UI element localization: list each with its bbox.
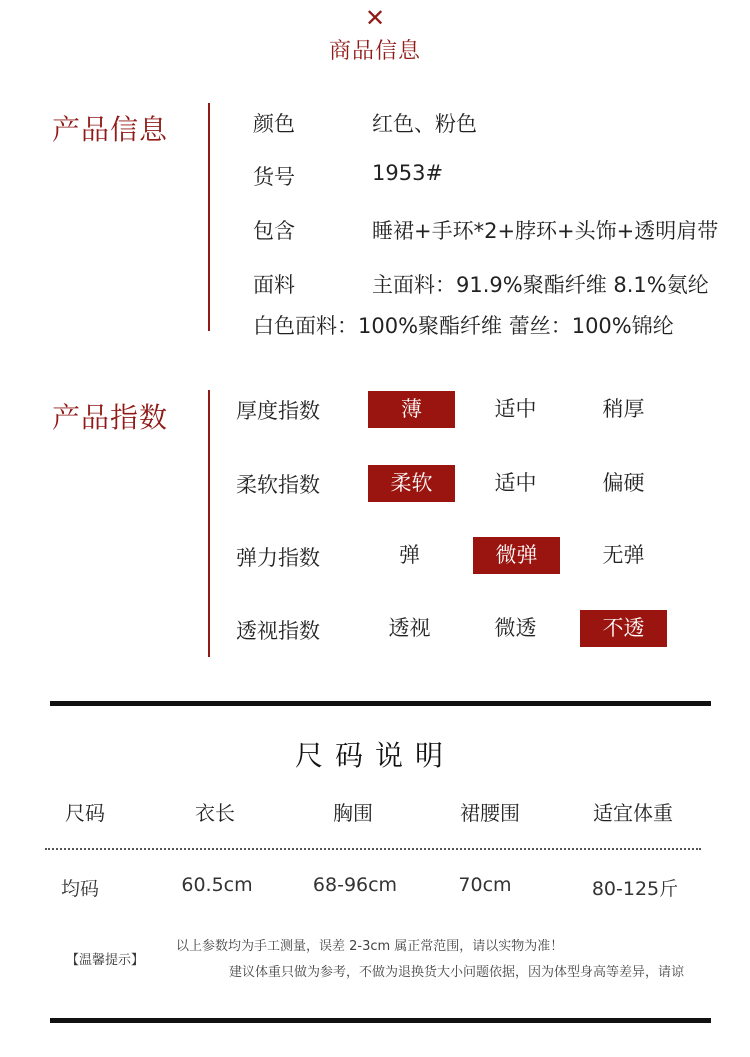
index-option-selected: 柔软	[368, 465, 455, 502]
index-option: 适中	[494, 397, 537, 421]
size-cell-size: 均码	[60, 878, 99, 900]
page-title: 商品信息	[328, 39, 421, 64]
divider-bar	[50, 701, 711, 706]
info-label-sku: 货号	[253, 165, 295, 189]
index-option-selected: 薄	[368, 391, 455, 428]
section-divider	[208, 390, 210, 657]
tips-label: 【温馨提示】	[66, 953, 145, 968]
info-label-color: 颜色	[253, 112, 295, 136]
index-label-elasticity: 弹力指数	[236, 546, 320, 570]
size-header-weight: 适宜体重	[593, 801, 673, 825]
tips-line-1: 以上参数均为手工测量，误差 2-3cm 属正常范围，请以实物为准！	[176, 939, 564, 954]
size-header-bust: 胸围	[333, 801, 373, 825]
size-header-size: 尺码	[65, 801, 105, 825]
product-index-title: 产品指数	[52, 401, 169, 434]
size-cell-length: 60.5cm	[181, 874, 253, 896]
section-divider	[208, 103, 210, 331]
index-option: 弹	[399, 543, 420, 567]
info-label-includes: 包含	[253, 219, 295, 243]
size-header-waist: 裙腰围	[460, 801, 520, 825]
index-option: 无弹	[602, 543, 645, 567]
index-label-transparency: 透视指数	[236, 619, 320, 643]
info-value-color: 红色、粉色	[372, 112, 477, 136]
info-value-includes: 睡裙+手环*2+脖环+头饰+透明肩带	[372, 219, 719, 243]
info-label-fabric: 面料	[253, 273, 295, 297]
dotted-divider	[45, 848, 701, 850]
index-label-softness: 柔软指数	[236, 473, 320, 497]
index-option: 适中	[494, 471, 537, 495]
tips-line-2: 建议体重只做为参考，不做为退换货大小问题依据，因为体型身高等差异，请谅	[229, 965, 685, 980]
info-fabric-white: 白色面料：100%聚酯纤维 蕾丝：100%锦纶	[253, 314, 674, 338]
index-option: 稍厚	[602, 397, 645, 421]
index-option: 透视	[388, 616, 431, 640]
product-info-title: 产品信息	[52, 113, 169, 146]
info-value-sku: 1953#	[372, 161, 444, 185]
index-label-thickness: 厚度指数	[236, 399, 320, 423]
index-option: 偏硬	[602, 471, 645, 495]
info-value-fabric: 主面料：91.9%聚酯纤维 8.1%氨纶	[372, 273, 709, 297]
size-header-length: 衣长	[195, 801, 235, 825]
index-option-selected: 微弹	[473, 537, 560, 574]
size-chart-title: 尺码说明	[294, 739, 455, 772]
index-option: 微透	[494, 616, 537, 640]
size-cell-bust: 68-96cm	[312, 874, 398, 896]
size-cell-waist: 70cm	[458, 874, 512, 896]
index-option-selected: 不透	[580, 610, 667, 647]
close-icon[interactable]: ✕	[364, 4, 386, 32]
divider-bar	[50, 1018, 711, 1023]
size-cell-weight: 80-125斤	[591, 878, 679, 900]
